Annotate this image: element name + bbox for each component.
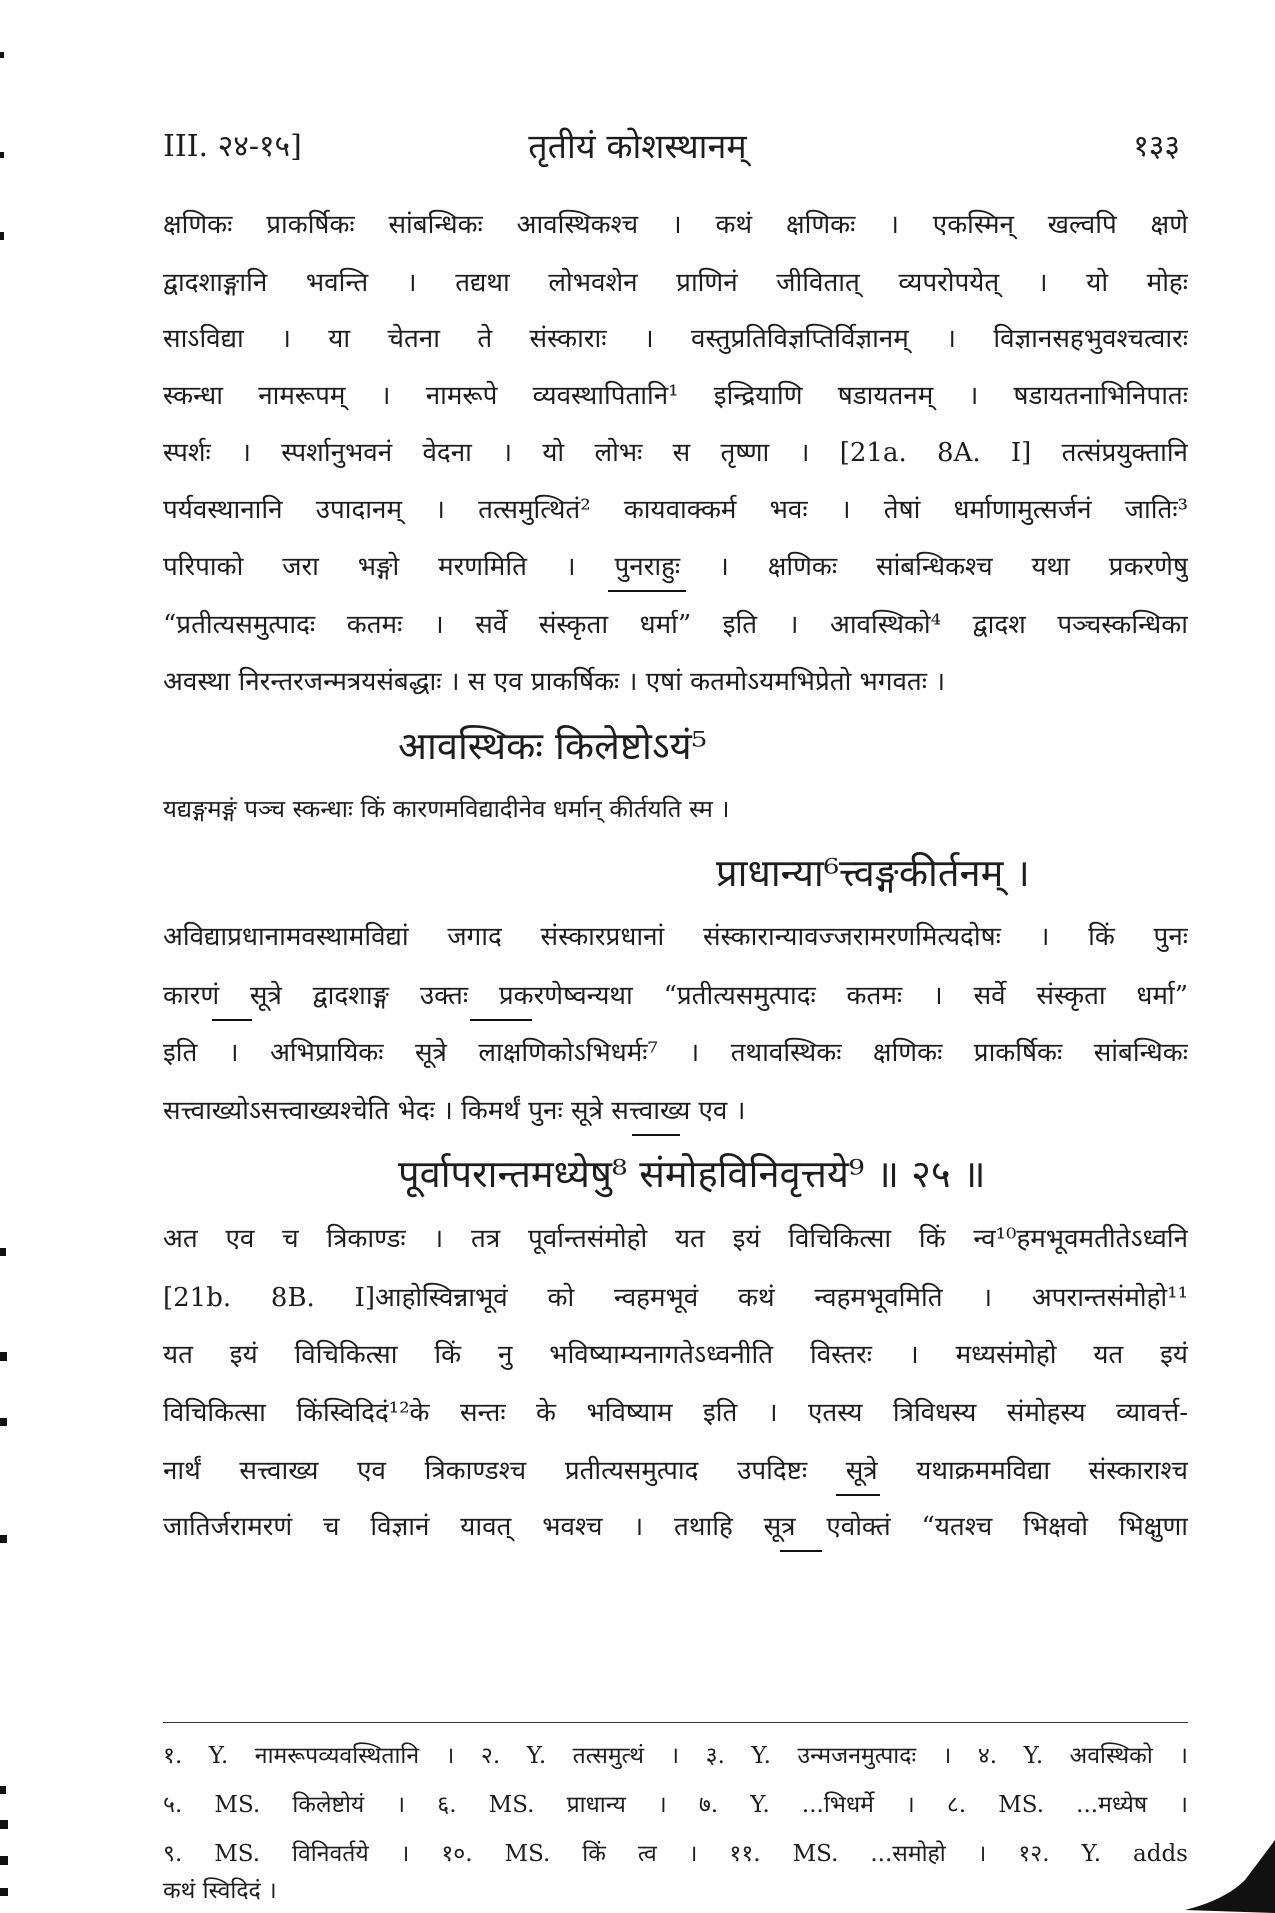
text-line: जातिर्जरामरणं च विज्ञानं यावत् भवश्च । तथाहि सूत्र एवोक्तं “यतश्च भिक्षवो भिक्षुणा bbox=[163, 1512, 1188, 1542]
text-line: परिपाको जरा भङ्गो मरणमिति । पुनराहुः । क्षणिकः सांबन्धिकश्च यथा प्रकरणेषु bbox=[163, 552, 1188, 582]
running-head-title: तृतीयं कोशस्थानम् bbox=[528, 127, 747, 167]
pencil-underline bbox=[470, 1019, 532, 1021]
scan-speck bbox=[0, 1352, 7, 1361]
text-line: “प्रतीत्यसमुत्पादः कतमः । सर्वे संस्कृता धर्मा” इति । आवस्थिको⁴ द्वादश पञ्चस्कन्धिका bbox=[163, 610, 1188, 640]
pencil-underline bbox=[212, 1019, 252, 1021]
scan-speck bbox=[0, 52, 4, 58]
text-line: अत एव च त्रिकाण्डः । तत्र पूर्वान्तसंमोहो यत इयं विचिकित्सा किं न्व¹⁰हमभूवमतीतेऽध्वनि bbox=[163, 1224, 1188, 1254]
scan-speck bbox=[0, 1856, 8, 1865]
pencil-underline bbox=[632, 1134, 680, 1136]
pencil-underline bbox=[608, 590, 686, 592]
text-line: विचिकित्सा किंस्विदिदं¹²के सन्तः के भविष्याम इति । एतस्य त्रिविधस्य संमोहस्य व्यावर्त्त- bbox=[163, 1398, 1188, 1428]
verse-heading-2: प्राधान्या⁶त्त्वङ्गकीर्तनम् । bbox=[716, 851, 1030, 895]
text-line: कारणं सूत्रे द्वादशाङ्ग उक्तः प्रकरणेष्वन्यथा “प्रतीत्यसमुत्पादः कतमः । सर्वे संस्कृता धर्मा” bbox=[163, 981, 1188, 1011]
scan-speck bbox=[0, 1820, 8, 1829]
scan-speck bbox=[0, 232, 4, 240]
page-number: १३३ bbox=[1133, 129, 1180, 164]
running-head-section: III. २४-१५] bbox=[163, 129, 302, 164]
text-line: [21b. 8B. I]आहोस्विन्नाभूवं को न्वहमभूवं कथं न्वहमभूवमिति । अपरान्तसंमोहो¹¹ bbox=[163, 1283, 1188, 1313]
footnote-line: १. Y. नामरूपव्यवस्थितानि । २. Y. तत्समुत्थं । ३. Y. उन्मजनमुत्पादः । ४. Y. अवस्थिको । bbox=[163, 1743, 1188, 1769]
footnote-divider bbox=[163, 1722, 1188, 1723]
text-line: स्कन्धा नामरूपम् । नामरूपे व्यवस्थापितानि¹ इन्द्रियाणि षडायतनम् । षडायतनाभिनिपातः bbox=[163, 381, 1188, 411]
text-line: यत इयं विचिकित्सा किं नु भविष्याम्यनागतेऽध्वनीति विस्तरः । मध्यसंमोहो यत इयं bbox=[163, 1340, 1188, 1370]
text-line: नार्थं सत्त्वाख्य एव त्रिकाण्डश्च प्रतीत्यसमुत्पाद उपदिष्टः सूत्रे यथाक्रममविद्या संस्काराश्च bbox=[163, 1456, 1188, 1486]
footnote-line: ९. MS. विनिवर्तये । १०. MS. किं त्व । ११. MS. ...समोहो । १२. Y. adds bbox=[163, 1841, 1188, 1867]
text-line: पर्यवस्थानानि उपादानम् । तत्समुत्थितं² कायवाक्कर्म भवः । तेषां धर्माणामुत्सर्जनं जातिः³ bbox=[163, 495, 1188, 525]
scan-speck bbox=[0, 1786, 6, 1794]
scan-speck bbox=[0, 152, 4, 158]
scan-speck bbox=[0, 1535, 7, 1543]
pencil-underline bbox=[836, 1494, 880, 1496]
text-line: क्षणिकः प्राकर्षिकः सांबन्धिकः आवस्थिकश्च । कथं क्षणिकः । एकस्मिन् खल्वपि क्षणे bbox=[163, 210, 1188, 240]
scan-speck bbox=[0, 1418, 7, 1426]
footnote-line: कथं स्विदिदं । bbox=[163, 1878, 277, 1904]
scan-speck bbox=[0, 1888, 8, 1896]
verse-heading-3: पूर्वापरान्तमध्येषु⁸ संमोहविनिवृत्तये⁹ ॥ २५ ॥ bbox=[398, 1152, 986, 1196]
text-line: साऽविद्या । या चेतना ते संस्काराः । वस्तुप्रतिविज्ञप्तिर्विज्ञानम् । विज्ञानसहभुवश्चत्वारः bbox=[163, 324, 1188, 354]
text-line: यद्यङ्गमङ्गं पञ्च स्कन्धाः किं कारणमविद्यादीनेव धर्मान् कीर्तयति स्म । bbox=[163, 795, 730, 823]
scan-speck bbox=[0, 1248, 6, 1256]
text-line: अवस्था निरन्तरजन्मत्रयसंबद्धाः । स एव प्राकर्षिकः । एषां कतमोऽयमभिप्रेतो भगवतः । bbox=[163, 667, 946, 697]
text-line: स्पर्शः । स्पर्शानुभवनं वेदना । यो लोभः स तृष्णा । [21a. 8A. I] तत्संप्रयुक्तानि bbox=[163, 438, 1188, 468]
corner-smudge bbox=[1185, 1840, 1275, 1913]
text-line: अविद्याप्रधानामवस्थामविद्यां जगाद संस्कारप्रधानां संस्कारान्यावज्जरामरणमित्यदोषः । किं पुनः bbox=[163, 922, 1188, 952]
verse-heading-1: आवस्थिकः किलेष्टोऽयं⁵ bbox=[398, 724, 707, 768]
pencil-underline bbox=[780, 1550, 822, 1552]
text-line: सत्त्वाख्योऽसत्त्वाख्यश्चेति भेदः । किमर्थं पुनः सूत्रे सत्त्वाख्य एव । bbox=[163, 1096, 746, 1126]
text-line: द्वादशाङ्गानि भवन्ति । तद्यथा लोभवशेन प्राणिनं जीवितात् व्यपरोपयेत् । यो मोहः bbox=[163, 268, 1188, 298]
footnote-line: ५. MS. किलेष्टोयं । ६. MS. प्राधान्य । ७. Y. ...भिधर्मे । ८. MS. ...मध्येष । bbox=[163, 1792, 1188, 1818]
text-line: इति । अभिप्रायिकः सूत्रे लाक्षणिकोऽभिधर्मः⁷ । तथावस्थिकः क्षणिकः प्राकर्षिकः सांबन्धिकः bbox=[163, 1038, 1188, 1068]
